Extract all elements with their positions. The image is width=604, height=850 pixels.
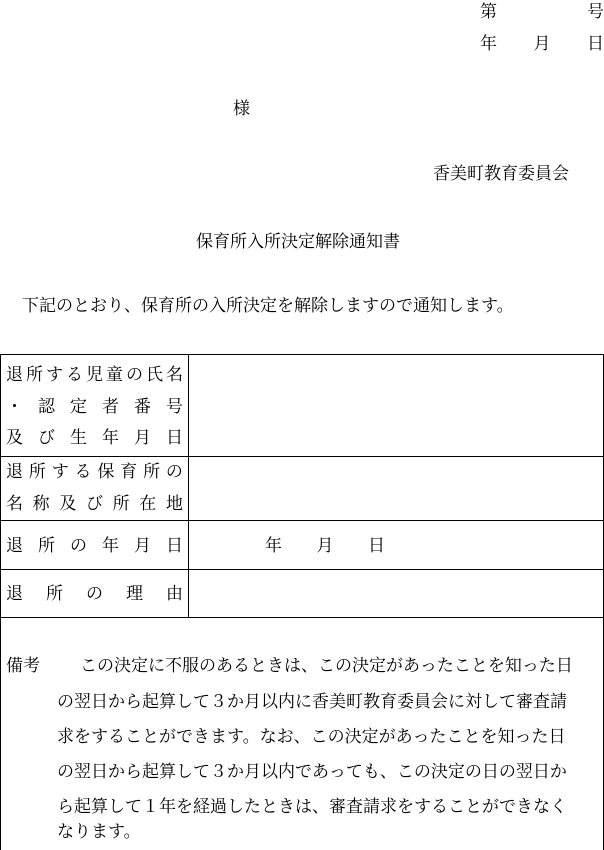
remarks-line: この決定に不服のあるときは、この決定があったことを知った日 <box>80 656 573 676</box>
table-row-divider <box>0 569 604 570</box>
withdrawal-date-field[interactable] <box>265 536 385 556</box>
table-row-divider <box>0 456 604 457</box>
remarks-label: 備考 <box>6 656 40 676</box>
row2-label-line-2: 名 称 及 び 所 在 地 <box>6 494 183 514</box>
row4-label: 退 所 の 理 由 <box>6 584 183 604</box>
row1-label-line-1: 退 所 す る 児 童 の 氏 名 <box>6 365 183 385</box>
addressee: 様 <box>233 99 250 119</box>
withdrawal-month-label: 月 <box>316 536 334 556</box>
child-info-field[interactable] <box>190 356 602 455</box>
table-row-divider <box>0 520 604 521</box>
remarks-line: の翌日から起算して３か月以内に香美町教育委員会に対して審査請 <box>57 692 567 712</box>
document-number <box>480 2 604 22</box>
remarks-line: ら起算して１年を経過したときは、審査請求をすることができなく <box>57 797 567 817</box>
facility-info-field[interactable] <box>190 458 602 519</box>
number-prefix: 第 <box>480 2 497 22</box>
remarks-line: なります。 <box>57 822 141 842</box>
withdrawal-reason-field[interactable] <box>190 571 602 616</box>
row3-label: 退 所 の 年 月 日 <box>6 536 183 556</box>
intro-text: 下記のとおり、保育所の入所決定を解除しますので通知します。 <box>22 296 514 316</box>
table-column-divider <box>188 354 189 618</box>
table-border-left <box>0 354 1 850</box>
withdrawal-year-label: 年 <box>265 536 282 556</box>
row1-label-line-3: 及 び 生 年 月 日 <box>6 428 183 448</box>
number-suffix: 号 <box>587 2 604 22</box>
page-title: 保育所入所決定解除通知書 <box>196 232 400 252</box>
row1-label-line-2: ・ 認 定 者 番 号 <box>6 397 183 417</box>
row2-label-line-1: 退 所 す る 保 育 所 の <box>6 462 183 482</box>
table-border-top <box>0 354 604 355</box>
remarks-line: 求をすることができます。なお、この決定があったことを知った日 <box>57 727 566 747</box>
issuer: 香美町教育委員会 <box>433 164 569 184</box>
issue-year: 年 <box>480 34 497 54</box>
issue-month: 月 <box>533 34 551 54</box>
issue-day: 日 <box>587 34 604 54</box>
withdrawal-day-label: 日 <box>368 536 385 556</box>
remarks-line: の翌日から起算して３か月以内であっても、この決定の日の翌日か <box>57 762 567 782</box>
issue-date <box>480 34 604 54</box>
table-row-divider <box>0 617 604 618</box>
